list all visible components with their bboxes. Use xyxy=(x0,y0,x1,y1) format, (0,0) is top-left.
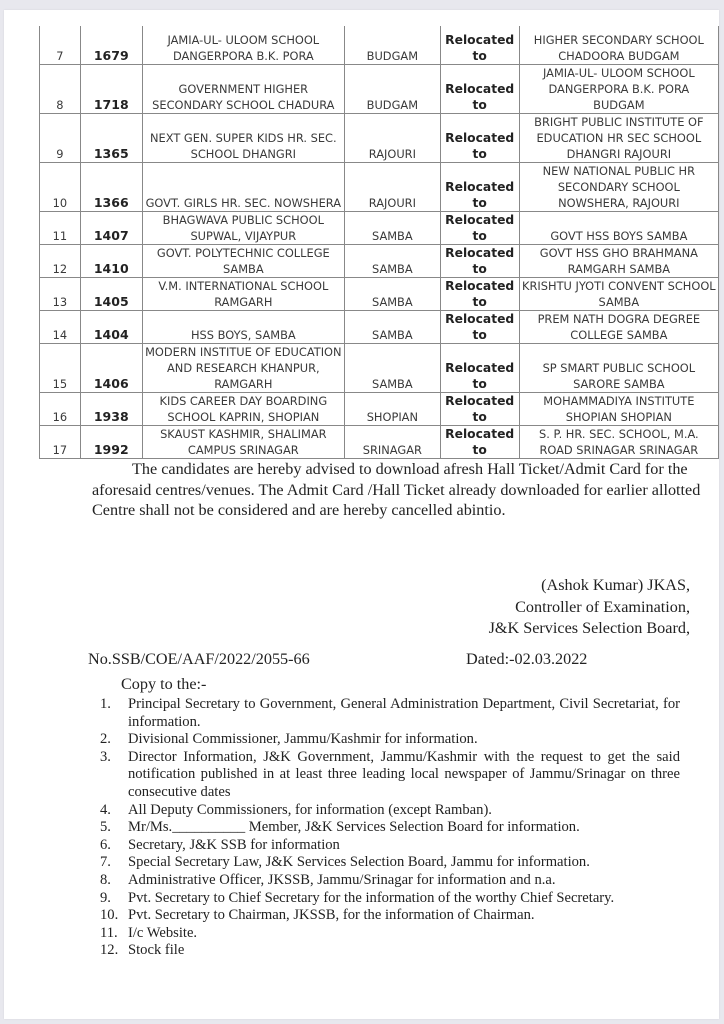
document-page xyxy=(4,10,719,1019)
signatory-name: (Ashok Kumar) JKAS, xyxy=(541,576,690,594)
action-cell: Relocated to xyxy=(440,343,519,392)
serial-number-cell: 13 xyxy=(40,277,81,310)
copy-to-item-number: 7. xyxy=(100,854,111,871)
copy-to-item-number: 3. xyxy=(100,748,111,765)
centre-code-cell: 1410 xyxy=(80,244,142,277)
copy-to-list xyxy=(100,696,680,960)
new-centre-cell: S. P. HR. SEC. SCHOOL, M.A. ROAD SRINAGAR SRINAGAR xyxy=(519,425,718,458)
table-row xyxy=(40,244,719,277)
copy-to-item-number: 6. xyxy=(100,836,111,853)
copy-to-item-number: 10. xyxy=(100,907,119,924)
original-centre-cell: JAMIA-UL- ULOOM SCHOOL DANGERPORA B.K. PORA xyxy=(142,26,344,64)
copy-to-item-number: 11. xyxy=(100,924,118,941)
copy-to-item-number: 2. xyxy=(100,731,111,748)
district-cell: SAMBA xyxy=(344,211,440,244)
new-centre-cell: GOVT HSS GHO BRAHMANA RAMGARH SAMBA xyxy=(519,244,718,277)
district-cell: BUDGAM xyxy=(344,26,440,64)
serial-number-cell: 14 xyxy=(40,310,81,343)
original-centre-cell: GOVT. POLYTECHNIC COLLEGE SAMBA xyxy=(142,244,344,277)
copy-to-item-text: Divisional Commissioner, Jammu/Kashmir for information. xyxy=(128,731,478,748)
district-cell: RAJOURI xyxy=(344,113,440,162)
serial-number-cell: 12 xyxy=(40,244,81,277)
new-centre-cell: SP SMART PUBLIC SCHOOL SARORE SAMBA xyxy=(519,343,718,392)
centre-code-cell: 1405 xyxy=(80,277,142,310)
copy-to-item xyxy=(100,731,680,749)
table-row xyxy=(40,64,719,113)
centre-code-cell: 1365 xyxy=(80,113,142,162)
district-cell: BUDGAM xyxy=(344,64,440,113)
copy-to-item-text: Director Information, J&K Government, Jammu/Kashmir with the request to get the said notification published in at least three leading local newspaper of Jammu/Srinagar on three consecutive dates xyxy=(128,748,680,800)
copy-to-item-number: 4. xyxy=(100,801,111,818)
copy-to-item-text: Administrative Officer, JKSSB, Jammu/Srinagar for information and n.a. xyxy=(128,871,556,888)
action-cell: Relocated to xyxy=(440,113,519,162)
table-row xyxy=(40,343,719,392)
district-cell: RAJOURI xyxy=(344,162,440,211)
original-centre-cell: HSS BOYS, SAMBA xyxy=(142,310,344,343)
new-centre-cell: BRIGHT PUBLIC INSTITUTE OF EDUCATION HR SEC SCHOOL DHANGRI RAJOURI xyxy=(519,113,718,162)
centre-code-cell: 1938 xyxy=(80,392,142,425)
relocation-table xyxy=(39,26,719,459)
centre-code-cell: 1679 xyxy=(80,26,142,64)
serial-number-cell: 7 xyxy=(40,26,81,64)
table-row xyxy=(40,425,719,458)
copy-to-item xyxy=(100,837,680,855)
original-centre-cell: KIDS CAREER DAY BOARDING SCHOOL KAPRIN, SHOPIAN xyxy=(142,392,344,425)
district-cell: SAMBA xyxy=(344,343,440,392)
copy-to-item-text: Stock file xyxy=(128,942,185,959)
table-row xyxy=(40,113,719,162)
copy-to-item-number: 8. xyxy=(100,871,111,888)
copy-to-item-text: I/c Website. xyxy=(128,924,198,941)
centre-code-cell: 1404 xyxy=(80,310,142,343)
new-centre-cell: MOHAMMADIYA INSTITUTE SHOPIAN SHOPIAN xyxy=(519,392,718,425)
copy-to-item-number: 12. xyxy=(100,942,119,959)
action-cell: Relocated to xyxy=(440,211,519,244)
serial-number-cell: 8 xyxy=(40,64,81,113)
copy-to-item-number: 5. xyxy=(100,819,111,836)
centre-code-cell: 1718 xyxy=(80,64,142,113)
table-row xyxy=(40,277,719,310)
district-cell: SAMBA xyxy=(344,310,440,343)
copy-to-item xyxy=(100,749,680,802)
reference-number: No.SSB/COE/AAF/2022/2055-66 xyxy=(88,650,310,668)
serial-number-cell: 10 xyxy=(40,162,81,211)
reference-date: Dated:-02.03.2022 xyxy=(466,650,588,668)
centre-code-cell: 1406 xyxy=(80,343,142,392)
copy-to-item xyxy=(100,942,680,960)
original-centre-cell: SKAUST KASHMIR, SHALIMAR CAMPUS SRINAGAR xyxy=(142,425,344,458)
new-centre-cell: HIGHER SECONDARY SCHOOL CHADOORA BUDGAM xyxy=(519,26,718,64)
original-centre-cell: NEXT GEN. SUPER KIDS HR. SEC. SCHOOL DHANGRI xyxy=(142,113,344,162)
action-cell: Relocated to xyxy=(440,64,519,113)
new-centre-cell: KRISHTU JYOTI CONVENT SCHOOL SAMBA xyxy=(519,277,718,310)
original-centre-cell: BHAGWAVA PUBLIC SCHOOL SUPWAL, VIJAYPUR xyxy=(142,211,344,244)
action-cell: Relocated to xyxy=(440,277,519,310)
signature-block xyxy=(444,575,690,640)
copy-to-item-text: Secretary, J&K SSB for information xyxy=(128,836,340,853)
copy-to-item-number: 9. xyxy=(100,889,111,906)
copy-to-item-number: 1. xyxy=(100,696,111,712)
serial-number-cell: 16 xyxy=(40,392,81,425)
action-cell: Relocated to xyxy=(440,392,519,425)
new-centre-cell: PREM NATH DOGRA DEGREE COLLEGE SAMBA xyxy=(519,310,718,343)
serial-number-cell: 17 xyxy=(40,425,81,458)
copy-to-item xyxy=(100,907,680,925)
serial-number-cell: 15 xyxy=(40,343,81,392)
table-row xyxy=(40,211,719,244)
centre-code-cell: 1407 xyxy=(80,211,142,244)
signatory-designation: Controller of Examination, xyxy=(515,597,690,616)
copy-to-item xyxy=(100,925,680,943)
copy-to-item xyxy=(100,819,680,837)
district-cell: SAMBA xyxy=(344,244,440,277)
action-cell: Relocated to xyxy=(440,26,519,64)
copy-to-item-text: Pvt. Secretary to Chief Secretary for the information of the worthy Chief Secretary. xyxy=(128,889,615,906)
copy-to-item-text: All Deputy Commissioners, for information (except Ramban). xyxy=(128,801,492,818)
original-centre-cell: GOVERNMENT HIGHER SECONDARY SCHOOL CHADURA xyxy=(142,64,344,113)
action-cell: Relocated to xyxy=(440,162,519,211)
table-row xyxy=(40,162,719,211)
action-cell: Relocated to xyxy=(440,244,519,277)
table-row xyxy=(40,392,719,425)
copy-to-item xyxy=(100,872,680,890)
serial-number-cell: 9 xyxy=(40,113,81,162)
copy-to-item xyxy=(100,854,680,872)
new-centre-cell: GOVT HSS BOYS SAMBA xyxy=(519,211,718,244)
table-row xyxy=(40,310,719,343)
district-cell: SRINAGAR xyxy=(344,425,440,458)
copy-to-heading: Copy to the:- xyxy=(121,675,207,693)
serial-number-cell: 11 xyxy=(40,211,81,244)
original-centre-cell: V.M. INTERNATIONAL SCHOOL RAMGARH xyxy=(142,277,344,310)
copy-to-item-text: Special Secretary Law, J&K Services Selection Board, Jammu for information. xyxy=(128,854,590,871)
original-centre-cell: GOVT. GIRLS HR. SEC. NOWSHERA xyxy=(142,162,344,211)
signatory-organization: J&K Services Selection Board, xyxy=(488,619,690,637)
copy-to-item-text: Mr/Ms.__________ Member, J&K Services Selection Board for information. xyxy=(128,819,580,836)
new-centre-cell: JAMIA-UL- ULOOM SCHOOL DANGERPORA B.K. PORA BUDGAM xyxy=(519,64,718,113)
copy-to-item xyxy=(100,890,680,908)
copy-to-item xyxy=(100,696,680,731)
copy-to-item xyxy=(100,802,680,820)
district-cell: SAMBA xyxy=(344,277,440,310)
centre-code-cell: 1992 xyxy=(80,425,142,458)
centre-code-cell: 1366 xyxy=(80,162,142,211)
district-cell: SHOPIAN xyxy=(344,392,440,425)
notice-text: The candidates are hereby advised to download afresh Hall Ticket/Admit Card for the aforesaid centres/venues. The Admit Card /Hall Ticket already downloaded for earlier allotted Centre shall not be considered and are hereby cancelled abintio. xyxy=(92,460,701,519)
notice-paragraph xyxy=(92,459,704,521)
copy-to-item-text: Principal Secretary to Government, General Administration Department, Civil Secretariat, for information. xyxy=(128,696,680,730)
new-centre-cell: NEW NATIONAL PUBLIC HR SECONDARY SCHOOL NOWSHERA, RAJOURI xyxy=(519,162,718,211)
table-row xyxy=(40,26,719,64)
copy-to-item-text: Pvt. Secretary to Chairman, JKSSB, for the information of Chairman. xyxy=(128,907,535,924)
original-centre-cell: MODERN INSTITUE OF EDUCATION AND RESEARCH KHANPUR, RAMGARH xyxy=(142,343,344,392)
action-cell: Relocated to xyxy=(440,425,519,458)
action-cell: Relocated to xyxy=(440,310,519,343)
